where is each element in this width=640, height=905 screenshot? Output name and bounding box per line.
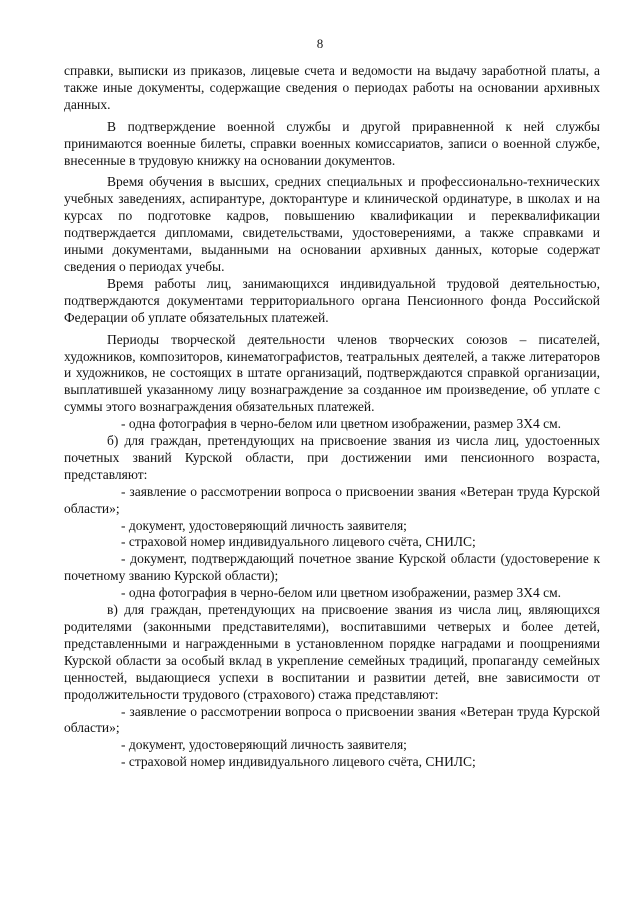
list-item-identity-document: - документ, удостоверяющий личность заявителя; <box>121 737 407 753</box>
paragraph-study-period: Время обучения в высших, средних специальных и профессионально-технических учебных заведениях, аспирантуре, докторантуре и клинической ординатуре, в школах и на курсах по подготовке кадров, повышению квалификации и переквалификации подтверждается дипломами, свидетельствами, удостоверениями, а также справками и иными документами, выданными на основании архивных данных, которые содержат сведения о периодах учебы. <box>64 174 600 274</box>
list-item-application: - заявление о рассмотрении вопроса о присвоении звания «Ветеран труда Курской области»; <box>64 483 600 516</box>
list-item-honorary-title-document: - документ, подтверждающий почетное звание Курской области (удостоверение к почетному званию Курской области); <box>64 551 600 584</box>
list-item-snils: - страховой номер индивидуального лицевого счёта, СНИЛС; <box>121 754 476 770</box>
page-number: 8 <box>316 36 324 51</box>
list-item-photo: - одна фотография в черно-белом или цветном изображении, размер 3Х4 см. <box>121 416 561 432</box>
paragraph-section-v: в) для граждан, претендующих на присвоение звания из числа лиц, являющихся родителями (законными представителями), воспитавшими четверых и более детей, представленными и награжденными в установленном порядке наградами и поощрениями Курской области за особый вклад в укрепление семейных традиций, пропаганду семейных ценностей, выдающиеся успехи в воспитании и развитии детей, вне зависимости от продолжительности трудового (страхового) стажа представляют: <box>64 602 600 702</box>
paragraph-archive-documents: справки, выписки из приказов, лицевые счета и ведомости на выдачу заработной платы, а также иные документы, содержащие сведения о периодах работы на основании архивных данных. <box>64 63 600 112</box>
list-item-application: - заявление о рассмотрении вопроса о присвоении звания «Ветеран труда Курской области»; <box>64 703 600 736</box>
paragraph-section-b: б) для граждан, претендующих на присвоение звания из числа лиц, удостоенных почетных званий Курской области, при достижении ими пенсионного возраста, представляют: <box>64 433 600 482</box>
paragraph-creative-activity: Периоды творческой деятельности членов творческих союзов – писателей, художников, композиторов, кинематографистов, театральных деятелей, а также литераторов и художников, не состоящих в штате организаций, подтверждаются справкой организации, выплатившей указанному лицу вознаграждение за созданное им произведение, об уплате с суммы этого вознаграждения обязательных платежей. <box>64 331 600 415</box>
list-item-identity-document: - документ, удостоверяющий личность заявителя; <box>121 517 407 533</box>
paragraph-individual-labor: Время работы лиц, занимающихся индивидуальной трудовой деятельностью, подтверждаются документами территориального органа Пенсионного фонда Российской Федерации об уплате обязательных платежей. <box>64 275 600 325</box>
document-body <box>64 63 600 771</box>
list-item-snils: - страховой номер индивидуального лицевого счёта, СНИЛС; <box>121 534 476 550</box>
paragraph-military-service: В подтверждение военной службы и другой приравненной к ней службы принимаются военные билеты, справки военных комиссариатов, записи о военной службе, внесенные в трудовую книжку на основании документов. <box>64 118 600 168</box>
list-item-photo: - одна фотография в черно-белом или цветном изображении, размер 3Х4 см. <box>121 585 561 601</box>
